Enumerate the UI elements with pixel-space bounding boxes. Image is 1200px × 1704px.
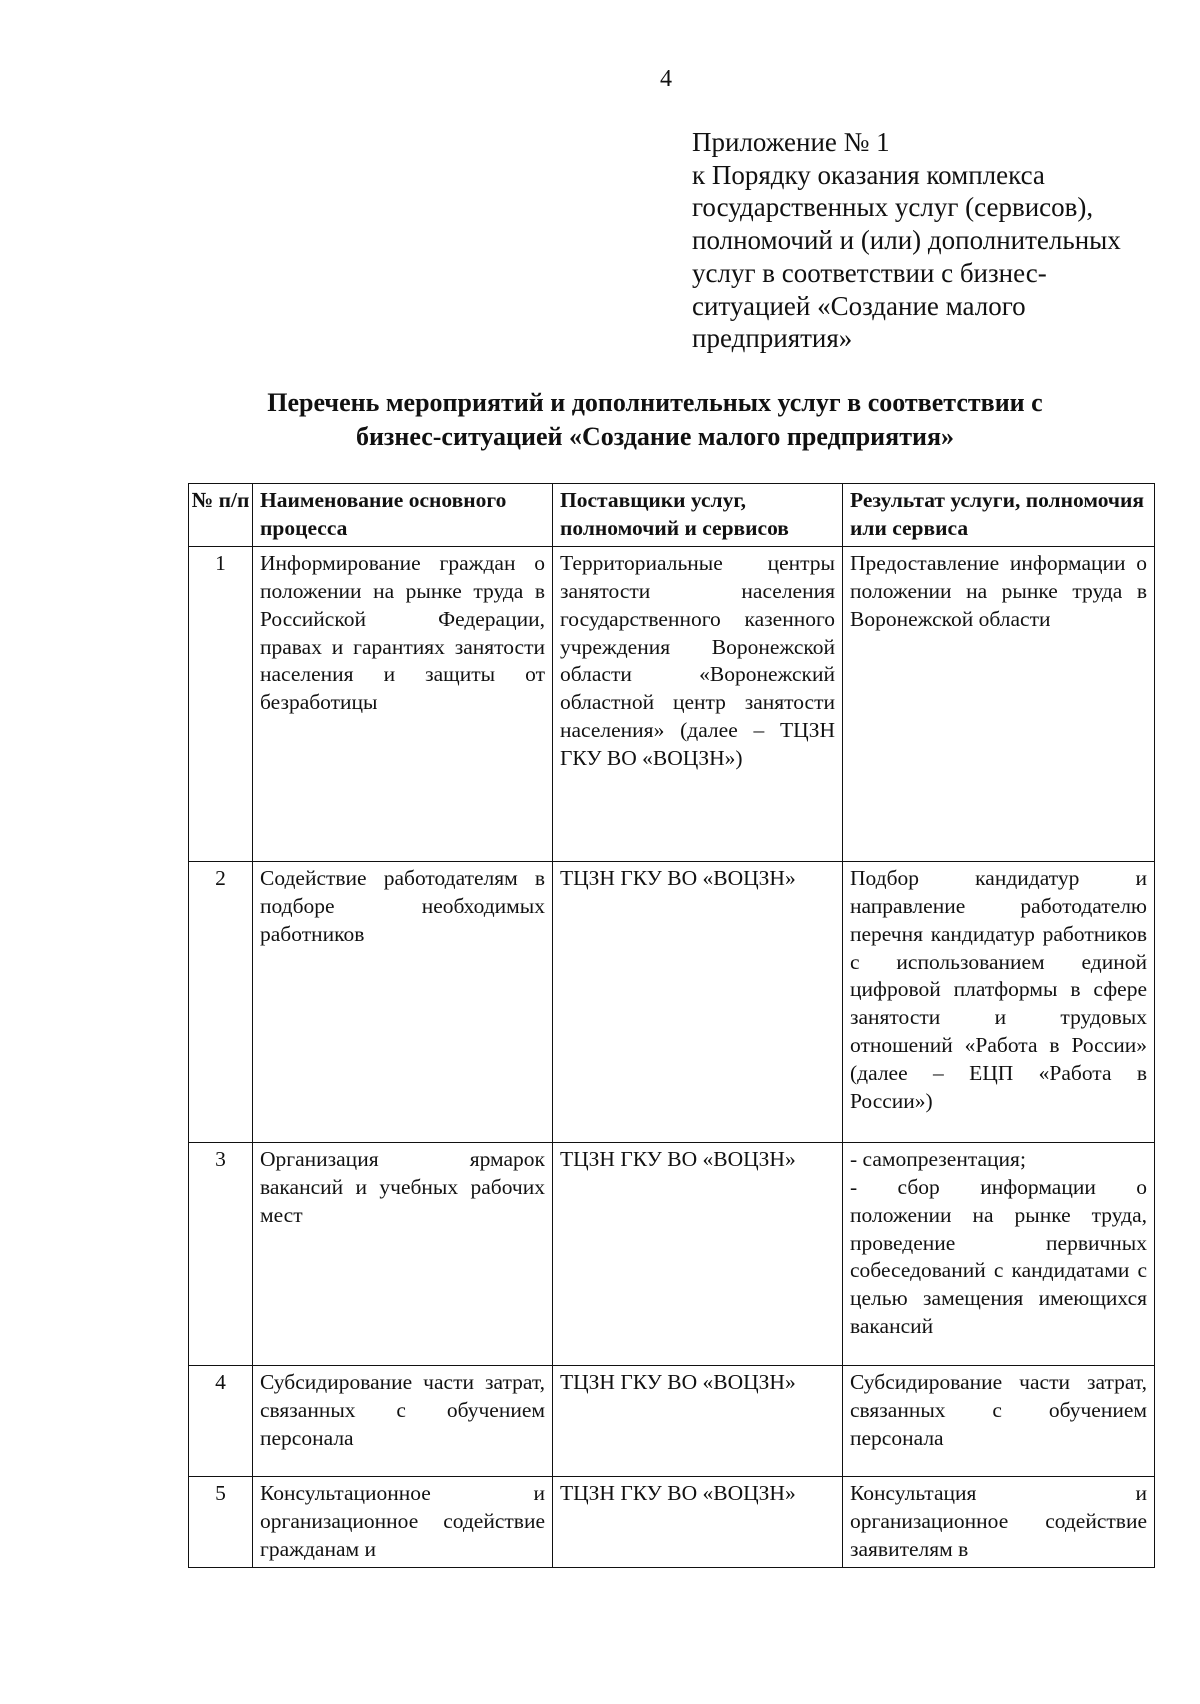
table-row (189, 546, 1155, 861)
table-row (189, 1142, 1155, 1365)
header-process: Наименование основного процесса (253, 484, 553, 547)
result-cell: Консультация и организационное содействие заявителям в (843, 1476, 1155, 1567)
process-cell: Информирование граждан о положении на рынке труда в Российской Федерации, правах и гарантиях занятости населения и защиты от безработицы (253, 546, 553, 861)
row-number: 1 (189, 546, 253, 861)
table-row (189, 861, 1155, 1142)
row-number: 5 (189, 1476, 253, 1567)
header-number: № п/п (189, 484, 253, 547)
result-line: - самопрезентация; (850, 1146, 1026, 1171)
providers-cell: Территориальные центры занятости населения государственного казенного учреждения Воронежской области «Воронежский областной центр занятости населения» (далее – ТЦЗН ГКУ ВО «ВОЦЗН») (553, 546, 843, 861)
title-line: Перечень мероприятий и дополнительных услуг в соответствии с (267, 388, 1043, 417)
appendix-line: государственных услуг (сервисов), (692, 192, 1094, 223)
page-number: 4 (660, 66, 672, 92)
process-cell: Консультационное и организационное содействие гражданам и (253, 1476, 553, 1567)
providers-cell: ТЦЗН ГКУ ВО «ВОЦЗН» (553, 861, 843, 1142)
document-title (190, 386, 1120, 454)
process-cell: Субсидирование части затрат, связанных с обучением персонала (253, 1365, 553, 1476)
row-number: 2 (189, 861, 253, 1142)
result-cell: Подбор кандидатур и направление работодателю перечня кандидатур работников с использованием единой цифровой платформы в сфере занятости и трудовых отношений «Работа в России» (далее – ЕЦП «Работа в России») (843, 861, 1155, 1142)
row-number: 3 (189, 1142, 253, 1365)
appendix-line: Приложение № 1 (692, 127, 890, 157)
table-row (189, 1365, 1155, 1476)
header-providers: Поставщики услуг, полномочий и сервисов (553, 484, 843, 547)
providers-cell: ТЦЗН ГКУ ВО «ВОЦЗН» (553, 1476, 843, 1567)
row-number: 4 (189, 1365, 253, 1476)
result-cell (843, 1142, 1155, 1365)
services-table (188, 483, 1155, 1568)
appendix-line: предприятия» (692, 323, 853, 354)
result-cell: Субсидирование части затрат, связанных с обучением персонала (843, 1365, 1155, 1476)
appendix-line: услуг в соответствии с бизнес- (692, 257, 1047, 288)
table-row (189, 1476, 1155, 1567)
title-line: бизнес-ситуацией «Создание малого предприятия» (355, 422, 955, 451)
appendix-reference (692, 126, 1162, 355)
appendix-line: ситуацией «Создание малого (692, 290, 1026, 321)
process-cell: Организация ярмарок вакансий и учебных рабочих мест (253, 1142, 553, 1365)
providers-cell: ТЦЗН ГКУ ВО «ВОЦЗН» (553, 1142, 843, 1365)
result-cell: Предоставление информации о положении на рынке труда в Воронежской области (843, 546, 1155, 861)
header-result: Результат услуги, полномочия или сервиса (843, 484, 1155, 547)
table-header-row (189, 484, 1155, 547)
result-line: - сбор информации о положении на рынке труда, проведение первичных собеседований с кандидатами с целью замещения имеющихся вакансий (850, 1174, 1147, 1339)
providers-cell: ТЦЗН ГКУ ВО «ВОЦЗН» (553, 1365, 843, 1476)
appendix-line: полномочий и (или) дополнительных (692, 225, 1121, 256)
appendix-line: к Порядку оказания комплекса (692, 159, 1045, 190)
process-cell: Содействие работодателям в подборе необходимых работников (253, 861, 553, 1142)
